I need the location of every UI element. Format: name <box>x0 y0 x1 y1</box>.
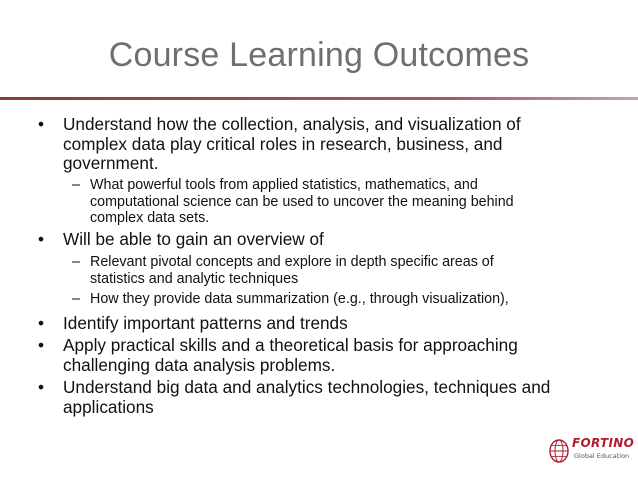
sub-line: Relevant pivotal concepts and explore in depth specific areas of <box>90 254 494 270</box>
sub-line: computational science can be used to uncover the meaning behind <box>90 193 514 210</box>
logo-name: FORTINO <box>572 436 635 450</box>
sub-line: statistics and analytic techniques <box>90 270 299 287</box>
slide-title: Course Learning Outcomes <box>108 36 530 74</box>
bullet-line: applications <box>63 396 154 417</box>
bullet-dot: • <box>38 313 45 333</box>
sub-line: What powerful tools from applied statistics, mathematics, and <box>90 177 478 193</box>
bullet-line: Understand big data and analytics technologies, techniques and <box>63 377 551 397</box>
bullet-line: challenging data analysis problems. <box>63 354 336 375</box>
bullet-line: Identify important patterns and trends <box>63 313 348 333</box>
sub-line: How they provide data summarization (e.g., through visualization), <box>90 291 509 307</box>
bullet-dot: • <box>38 335 45 355</box>
logo-tagline: Global Education <box>574 452 630 460</box>
globe-icon <box>548 438 570 464</box>
bullet-line: Will be able to gain an overview of <box>63 229 324 249</box>
sub-dash: – <box>72 291 80 307</box>
bullet-dot: • <box>38 377 45 397</box>
sub-dash: – <box>72 254 80 270</box>
bullet-dot: • <box>38 114 45 134</box>
fortino-logo <box>548 436 635 468</box>
bullet-line: Apply practical skills and a theoretical basis for approaching <box>63 335 518 355</box>
sub-line: complex data sets. <box>90 210 210 226</box>
sub-dash: – <box>72 177 80 193</box>
bullet-line: complex data play critical roles in research, business, and <box>63 133 503 154</box>
bullet-dot: • <box>38 229 45 249</box>
bullet-line: government. <box>63 153 159 173</box>
bullet-line: Understand how the collection, analysis, and visualization of <box>63 114 521 134</box>
title-divider <box>0 97 638 100</box>
